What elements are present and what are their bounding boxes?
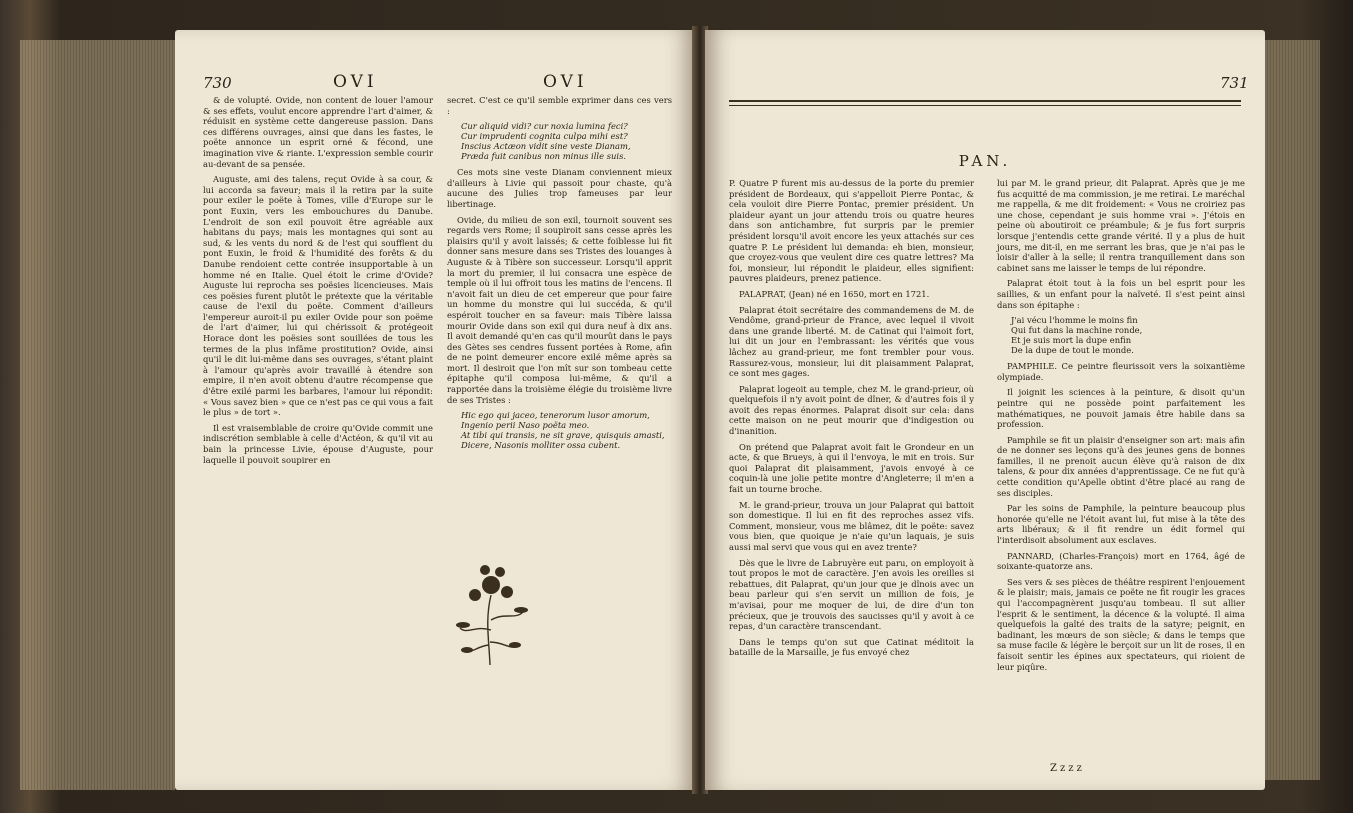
- entry-heading: PANNARD, (Charles-François) mort en 1764, âgé de soixante-quatorze ans.: [997, 550, 1245, 572]
- epitaph-verse: [1011, 315, 1245, 355]
- top-rule: [729, 100, 1241, 102]
- paragraph: secret. C'est ce qu'il semble exprimer dans ces vers :: [447, 95, 672, 116]
- right-page: [705, 30, 1265, 790]
- epitaph-verse: [461, 410, 672, 450]
- verse-line: Dicere, Nasonis molliter ossa cubent.: [461, 440, 621, 451]
- paragraph: P. Quatre P furent mis au-dessus de la porte du premier président de Bordeaux, qui s'appelloit Pierre Pontac, & cela vouloit dire Pierre Pontac, premier président. Un plaideur ayant un jour attendu trois ou quatre heures dans son antichambre, fut surpris par le premier président lorsqu'il avoit encore les yeux attachés sur ces quatre P. Le président lui demanda: eh bien, monsieur, que croyez-vous que veulent dire ces quatre lettres? Ma foi, monsieur, lui répondit le plaideur, elles signifient: pauvres plaideurs, prenez patience.: [729, 178, 974, 284]
- paragraph: Dans le temps qu'on sut que Catinat méditoit la bataille de la Marsaille, je fus envoyé chez: [729, 636, 974, 658]
- paragraph: Ces mots sine veste Dianam conviennent mieux d'ailleurs à Livie qui passoit pour chaste, qu'à aucune des Julies trop fameuses par leur libertinage.: [447, 167, 672, 209]
- verse-line: De la dupe de tout le monde.: [1011, 345, 1134, 356]
- entry-heading: PAMPHILE. Ce peintre fleurissoit vers la soixantième olympiade.: [997, 361, 1245, 382]
- paragraph: Pamphile se fit un plaisir d'enseigner son art: mais afin de ne donner ses leçons qu'à des jeunes gens de bonnes familles, il ne prenoit aucun élève qu'à raison de dix talens, & pour dix années d'apprentissage. Ce ne fut qu'à cette condition qu'Apelle obtint d'être placé au rang de ses disciples.: [997, 434, 1245, 498]
- section-title: PAN.: [958, 152, 1012, 170]
- paragraph: M. le grand-prieur, trouva un jour Palaprat qui battoit son domestique. Il lui en fit des reproches assez vifs. Comment, monsieur, vous me blâmez, dit le poëte: savez vous bien, que quoique je n'aie qu'un laquais, je suis aussi mal servi que vous qui en avez trente?: [729, 499, 974, 552]
- paragraph: Palaprat logeoit au temple, chez M. le grand-prieur, où quelquefois il n'y avoit point de dîner, & d'autres fois il y avoit des repas énormes. Palaprat disoit sur cela: dans cette maison on ne peut mourir que d'indigestion ou d'inanition.: [729, 383, 974, 437]
- verse-line: Inscius Actæon vidit sine veste Dianam,: [461, 141, 631, 152]
- left-column-2: [447, 95, 672, 456]
- left-column-1: [203, 95, 433, 470]
- right-column-1: [729, 178, 974, 663]
- paragraph: Ovide, du milieu de son exil, tournoit souvent ses regards vers Rome; il soupiroit sans cesse après les plaisirs qu'il y avoit laissés; & cette foiblesse lui fit donner sans mesure dans ses Tristes des louanges à Auguste & à Tibère son successeur. Lorsqu'il apprit la mort du premier, il lui consacra une espèce de temple où il lui offroit tous les matins de l'encens. Il n'avoit fait un dieu de cet empereur que pour faire un homme du monstre qui lui succéda, & qu'il espéroit toucher en sa faveur: mais Tibère laissa mourir Ovide dans son exil qui dura neuf à dix ans. Il avoit demandé qu'en cas qu'il mourût dans le pays des Gètes ses cendres fussent portées à Rome, afin de ne point demeurer encore exilé même après sa mort. Il desiroit que l'on mît sur son tombeau cette épitaphe qu'il composa lui-même, & qu'il a rapportée dans la troisième élégie du troisième livre de ses Tristes :: [447, 214, 672, 405]
- entry-heading: PALAPRAT, (Jean) né en 1650, mort en 1721.: [739, 288, 930, 299]
- paragraph: Il joignit les sciences à la peinture, & disoit qu'un peintre qui ne possède point parfaitement les mathématiques, ne pouvoit jamais être habile dans sa profession.: [997, 387, 1245, 430]
- paragraph: Dès que le livre de Labruyère eut paru, on employoit à tout propos le mot de caractère. J'en avois les oreilles si rebattues, dit Palaprat, qu'un jour que je dînois avec un beau parleur qui s'en servit un million de fois, je m'avisai, pour me moquer de lui, de dire d'un ton précieux, que je trouvois des saucisses qu'il y avoit à ce repas, d'un caractère transcendant.: [729, 557, 974, 632]
- verse-line: At tibi qui transis, ne sit grave, quisquis amasti,: [461, 430, 665, 441]
- paragraph: On prétend que Palaprat avoit fait le Grondeur en un acte, & que Brueys, à qui il l'envoya, le mit en trois. Sur quoi Palaprat dit plaisamment, j'avois envoyé à ce coquin-là une jolie petite montre d'Angleterre; il m'en a fait un tourne broche.: [729, 441, 974, 495]
- verse-line: Cur aliquid vidi? cur noxia lumina feci?: [461, 121, 628, 132]
- flower-ornament-icon: [445, 550, 535, 670]
- latin-verse: [461, 121, 672, 161]
- paragraph: Auguste, ami des talens, reçut Ovide à sa cour, & lui accorda sa faveur; mais il la retira par la suite pour exiler le poëte à Tomes, ville d'Europe sur le pont Euxin, vers les embouchures du Danube. L'endroit de son exil pouvoit être agréable aux habitans du pays; mais les montagnes qui sont au sud, & les vents du nord & de l'est qui soufflent du pont Euxin, le froid & l'humidité des forêts & du Danube rendoient cette contrée insupportable à un homme né en Italie. Quel étoit le crime d'Ovide? Auguste lui reprocha ses poësies licencieuses. Mais ces poësies furent plutôt le prétexte que la véritable cause de l'exil du poëte. Comment d'ailleurs l'empereur auroit-il pu exiler Ovide pour son poëme de l'art d'aimer, lui qui chérissoit & protégeoit Horace dont les poësies sont souillées de tous les termes de la plus infâme prostitution? Ovide, ainsi qu'il le dit lui-même dans ses ouvrages, s'étant plaint à l'amour qu'après avoir travaillé à étendre son empire, il n'en avoit obtenu d'autre récompense que d'être exilé parmi les barbares, l'amour lui répondit: « Vous savez bien » que ce n'est pas ce qui vous a fait le plus » de tort ».: [203, 174, 433, 418]
- paragraph: Par les soins de Pamphile, la peinture beaucoup plus honorée qu'elle ne l'étoit avant lui, fut mise à la tête des arts libéraux; & il fit rendre un édit formel qui l'interdisoit absolument aux esclaves.: [997, 503, 1245, 546]
- left-page: [175, 30, 695, 790]
- paragraph: Ses vers & ses pièces de théâtre respirent l'enjouement & le plaisir; mais, jamais ce poëte ne fit rougir les graces qui l'accompagnèrent jusqu'au tombeau. Il sut allier l'esprit & le sentiment, la décence & la volupté. Il aima quelquefois la gaîté des traits de la satyre; peignit, en badinant, les mœurs de son siècle; & dans le temps que sa muse facile & légère le berçoit sur un lit de roses, il en faisoit sentir les épines aux spectateurs, qui rioient de leur piqûre.: [997, 576, 1245, 672]
- page-number-left: 730: [203, 74, 232, 92]
- verse-line: Cur imprudenti cognita culpa mihi est?: [461, 131, 628, 142]
- paragraph: Palaprat étoit secrétaire des commandemens de M. de Vendôme, grand-prieur de France, avec lequel il vivoit dans une grande liberté. M. de Catinat qui l'aimoit fort, lui dit un jour en l'embrassant: les vérités que vous lâchez au grand-prieur, me font trembler pour vous. Rassurez-vous, monsieur, lui dit plaisamment Palaprat, ce sont mes gages.: [729, 304, 974, 379]
- verse-line: J'ai vécu l'homme le moins fin: [1011, 315, 1138, 326]
- page-edges-left: [20, 40, 175, 790]
- verse-line: Præda fuit canibus non minus ille suis.: [461, 151, 627, 162]
- signature-mark: Zzzz: [1050, 763, 1085, 774]
- paragraph: & de volupté. Ovide, non content de louer l'amour & ses effets, voulut encore apprendre l'art d'aimer, & réduisit en système cette dangereuse passion. Dans ces différens ouvrages, ainsi que dans les fastes, le poëte annonce un esprit orné & fécond, une imagination vive & riante. L'expression semble courir au-devant de sa pensée.: [203, 95, 433, 169]
- verse-line: Ingenio perii Naso poëta meo.: [461, 420, 590, 431]
- verse-line: Qui fut dans la machine ronde,: [1011, 325, 1143, 336]
- paragraph: lui par M. le grand prieur, dit Palaprat. Après que je me fus acquitté de ma commission, je me retirai. Le maréchal me rappella, & me dit froidement: « Vous ne croiriez pas une chose, cependant je suis homme vrai ». J'étois en peine où aboutiroit ce préambule; & je fus fort surpris lorsque j'entendis cette grande vérité. Il y a plus de huit jours, me dit-il, en me serrant les bras, que je n'ai pas le loisir d'aller à la selle; il rentra tranquillement dans son cabinet sans me laisser le temps de lui répondre.: [997, 178, 1245, 273]
- paragraph: Palaprat étoit tout à la fois un bel esprit pour les saillies, & un enfant pour la naïveté. Il s'est peint ainsi dans son épitaphe :: [997, 278, 1245, 310]
- page-edges-right: [1265, 40, 1320, 780]
- right-column-2: [997, 178, 1245, 677]
- verse-line: Hic ego qui jaceo, tenerorum lusor amorum,: [461, 410, 650, 421]
- running-header-right: OVI: [543, 72, 588, 92]
- page-number-right: 731: [1220, 74, 1249, 92]
- running-header-left: OVI: [333, 72, 378, 92]
- paragraph: Il est vraisemblable de croire qu'Ovide commit une indiscrétion semblable à celle d'Actéon, & qu'il vit au bain la princesse Livie, épouse d'Auguste, pour laquelle il pouvoit soupirer en: [203, 422, 433, 465]
- top-rule-thin: [729, 105, 1241, 106]
- verse-line: Et je suis mort la dupe enfin: [1011, 335, 1132, 346]
